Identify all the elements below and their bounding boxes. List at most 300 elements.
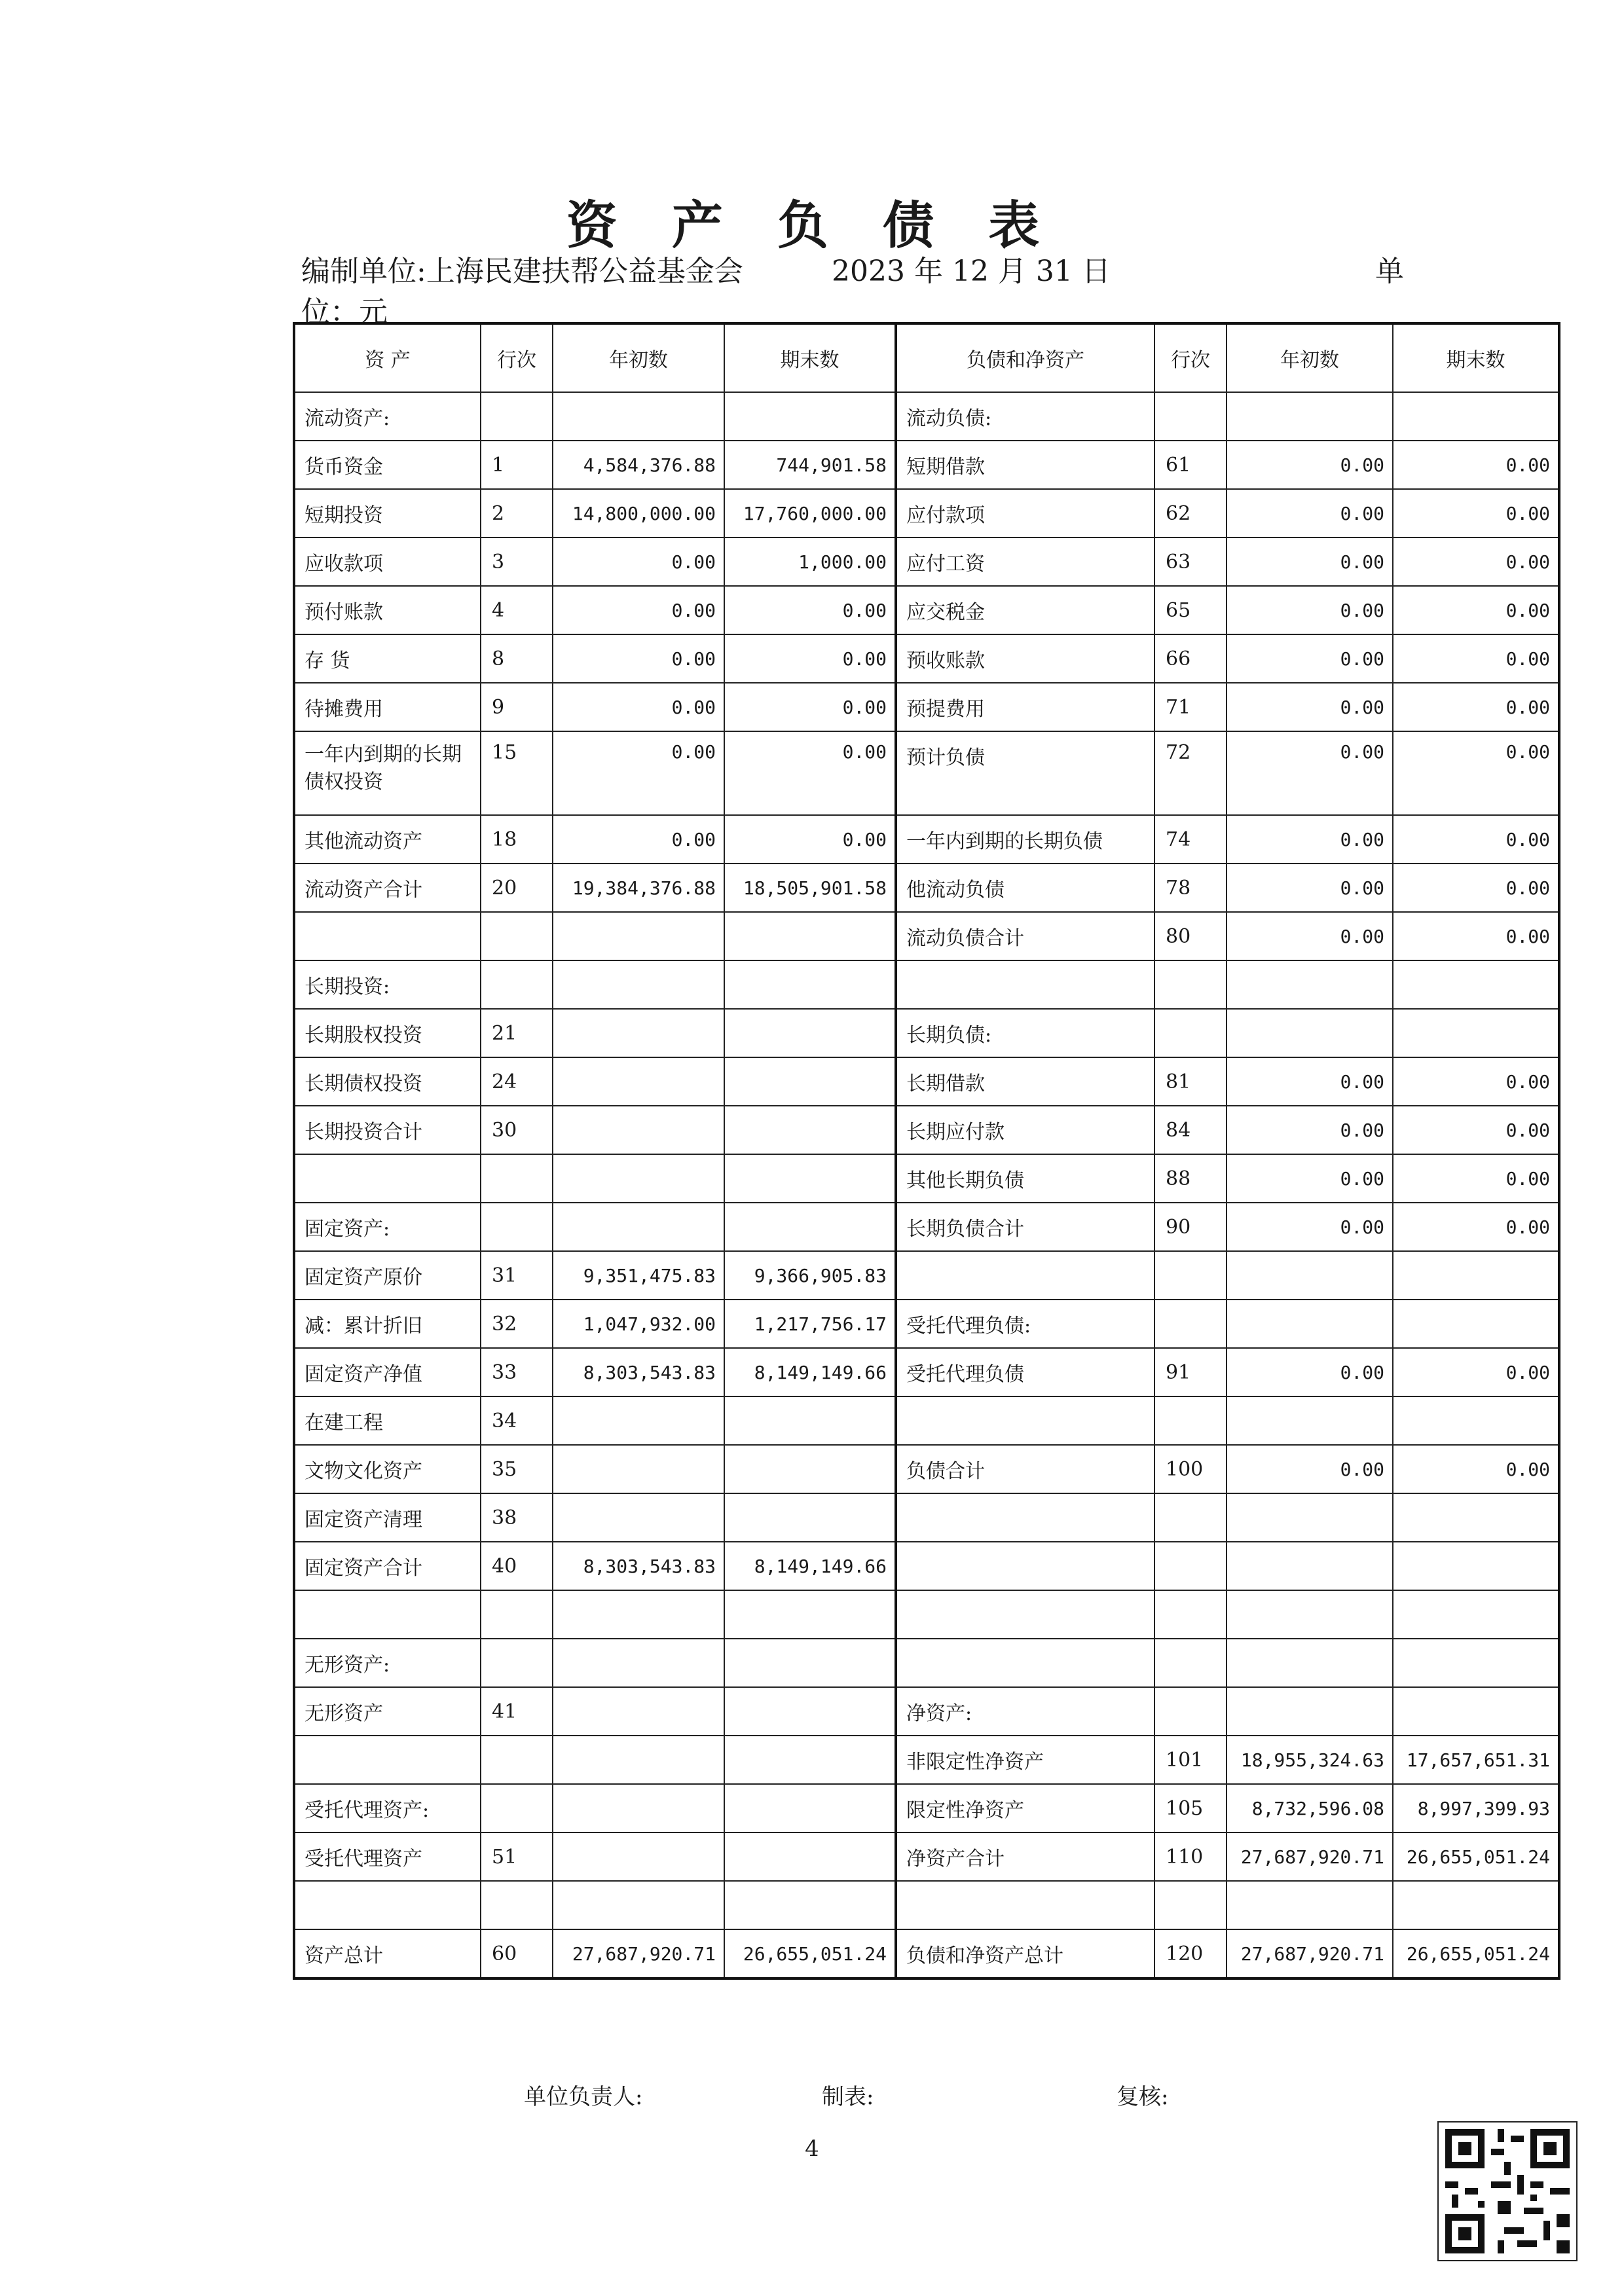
opening-balance	[1227, 1639, 1393, 1687]
closing-balance	[1393, 1639, 1559, 1687]
liability-item: 预计负债	[896, 731, 1154, 815]
line-number	[481, 1154, 553, 1203]
closing-balance	[724, 1009, 896, 1057]
table-row	[294, 731, 1559, 815]
opening-balance	[1227, 1590, 1393, 1639]
opening-balance: 0.00	[1227, 634, 1393, 683]
line-number: 35	[481, 1445, 553, 1493]
asset-item: 固定资产净值	[294, 1348, 481, 1396]
line-number: 62	[1154, 489, 1227, 538]
closing-balance	[1393, 1542, 1559, 1590]
asset-item: 无形资产:	[294, 1639, 481, 1687]
closing-balance: 0.00	[1393, 634, 1559, 683]
opening-balance: 0.00	[553, 815, 724, 864]
table-row	[294, 1251, 1559, 1300]
closing-balance: 1,000.00	[724, 538, 896, 586]
line-number: 84	[1154, 1106, 1227, 1154]
line-number	[1154, 1396, 1227, 1445]
opening-balance: 4,584,376.88	[553, 441, 724, 489]
closing-balance	[1393, 1396, 1559, 1445]
opening-balance: 0.00	[553, 683, 724, 731]
line-number	[1154, 960, 1227, 1009]
table-row	[294, 1929, 1559, 1978]
table-row	[294, 864, 1559, 912]
table-row	[294, 1881, 1559, 1929]
asset-item: 一年内到期的长期债权投资	[294, 731, 481, 815]
table-row	[294, 1300, 1559, 1348]
closing-balance: 0.00	[1393, 1445, 1559, 1493]
opening-balance: 8,732,596.08	[1227, 1784, 1393, 1832]
opening-balance: 0.00	[1227, 731, 1393, 815]
line-number: 72	[1154, 731, 1227, 815]
closing-balance	[1393, 1687, 1559, 1736]
line-number: 33	[481, 1348, 553, 1396]
asset-item	[294, 1736, 481, 1784]
table-row	[294, 538, 1559, 586]
line-number: 38	[481, 1493, 553, 1542]
opening-balance: 8,303,543.83	[553, 1542, 724, 1590]
closing-balance	[724, 1203, 896, 1251]
opening-balance	[1227, 1542, 1393, 1590]
table-row	[294, 1009, 1559, 1057]
closing-balance: 0.00	[724, 815, 896, 864]
line-number	[1154, 1881, 1227, 1929]
liability-item: 短期借款	[896, 441, 1154, 489]
unit-label-part1: 单	[1375, 255, 1404, 288]
closing-balance	[724, 1881, 896, 1929]
line-number: 110	[1154, 1832, 1227, 1881]
asset-item: 长期投资:	[294, 960, 481, 1009]
opening-balance	[553, 1396, 724, 1445]
table-row	[294, 441, 1559, 489]
column-header: 负债和净资产	[896, 323, 1154, 392]
table-row	[294, 960, 1559, 1009]
line-number	[481, 912, 553, 960]
line-number: 4	[481, 586, 553, 634]
line-number: 41	[481, 1687, 553, 1736]
closing-balance: 0.00	[1393, 489, 1559, 538]
asset-item: 受托代理资产	[294, 1832, 481, 1881]
line-number: 105	[1154, 1784, 1227, 1832]
table-row	[294, 1203, 1559, 1251]
opening-balance: 0.00	[553, 586, 724, 634]
asset-item: 流动资产合计	[294, 864, 481, 912]
asset-item	[294, 912, 481, 960]
line-number: 74	[1154, 815, 1227, 864]
liability-item: 非限定性净资产	[896, 1736, 1154, 1784]
closing-balance: 0.00	[1393, 864, 1559, 912]
line-number: 91	[1154, 1348, 1227, 1396]
line-number: 66	[1154, 634, 1227, 683]
line-number: 100	[1154, 1445, 1227, 1493]
closing-balance: 0.00	[1393, 441, 1559, 489]
closing-balance: 8,997,399.93	[1393, 1784, 1559, 1832]
opening-balance	[553, 1445, 724, 1493]
opening-balance	[553, 1154, 724, 1203]
line-number: 32	[481, 1300, 553, 1348]
asset-item: 在建工程	[294, 1396, 481, 1445]
unit-head-label: 单位负责人:	[524, 2084, 643, 2110]
column-header: 行次	[481, 323, 553, 392]
closing-balance: 0.00	[1393, 1106, 1559, 1154]
opening-balance: 0.00	[1227, 1203, 1393, 1251]
line-number	[1154, 1493, 1227, 1542]
column-header: 年初数	[553, 323, 724, 392]
closing-balance	[724, 1396, 896, 1445]
closing-balance: 8,149,149.66	[724, 1542, 896, 1590]
opening-balance: 0.00	[1227, 815, 1393, 864]
liability-item: 净资产:	[896, 1687, 1154, 1736]
line-number	[481, 960, 553, 1009]
column-header: 年初数	[1227, 323, 1393, 392]
line-number: 2	[481, 489, 553, 538]
asset-item	[294, 1590, 481, 1639]
closing-balance	[724, 1784, 896, 1832]
closing-balance	[1393, 1493, 1559, 1542]
opening-balance	[1227, 1687, 1393, 1736]
opening-balance	[553, 1590, 724, 1639]
asset-item: 受托代理资产:	[294, 1784, 481, 1832]
liability-item	[896, 1881, 1154, 1929]
opening-balance: 0.00	[1227, 864, 1393, 912]
closing-balance: 0.00	[1393, 815, 1559, 864]
column-header: 期末数	[1393, 323, 1559, 392]
opening-balance	[1227, 1251, 1393, 1300]
line-number: 21	[481, 1009, 553, 1057]
table-row	[294, 586, 1559, 634]
liability-item: 预收账款	[896, 634, 1154, 683]
opening-balance: 0.00	[1227, 489, 1393, 538]
asset-item: 其他流动资产	[294, 815, 481, 864]
opening-balance	[553, 392, 724, 441]
liability-item: 受托代理负债:	[896, 1300, 1154, 1348]
line-number: 24	[481, 1057, 553, 1106]
opening-balance: 0.00	[553, 634, 724, 683]
asset-item: 长期投资合计	[294, 1106, 481, 1154]
liability-item: 受托代理负债	[896, 1348, 1154, 1396]
line-number	[1154, 1251, 1227, 1300]
table-row	[294, 815, 1559, 864]
line-number: 34	[481, 1396, 553, 1445]
closing-balance	[724, 1154, 896, 1203]
line-number: 1	[481, 441, 553, 489]
liability-item	[896, 1251, 1154, 1300]
table-row	[294, 634, 1559, 683]
liability-item: 他流动负债	[896, 864, 1154, 912]
closing-balance	[1393, 1251, 1559, 1300]
opening-balance	[553, 1687, 724, 1736]
liability-item	[896, 1493, 1154, 1542]
line-number: 78	[1154, 864, 1227, 912]
line-number: 61	[1154, 441, 1227, 489]
table-row	[294, 1639, 1559, 1687]
liability-item: 流动负债:	[896, 392, 1154, 441]
opening-balance	[553, 960, 724, 1009]
opening-balance: 0.00	[1227, 683, 1393, 731]
line-number: 81	[1154, 1057, 1227, 1106]
opening-balance: 0.00	[1227, 538, 1393, 586]
closing-balance	[724, 1736, 896, 1784]
liability-item: 应付工资	[896, 538, 1154, 586]
closing-balance: 26,655,051.24	[724, 1929, 896, 1978]
liability-item	[896, 1396, 1154, 1445]
liability-item: 应交税金	[896, 586, 1154, 634]
line-number: 63	[1154, 538, 1227, 586]
column-header: 行次	[1154, 323, 1227, 392]
table-row	[294, 683, 1559, 731]
line-number: 80	[1154, 912, 1227, 960]
closing-balance: 0.00	[1393, 1348, 1559, 1396]
table-row	[294, 1057, 1559, 1106]
line-number	[481, 1784, 553, 1832]
organization: 编制单位:上海民建扶帮公益基金会	[301, 255, 743, 288]
opening-balance: 0.00	[1227, 1445, 1393, 1493]
line-number	[1154, 1639, 1227, 1687]
table-row	[294, 1348, 1559, 1396]
line-number: 20	[481, 864, 553, 912]
asset-item: 固定资产合计	[294, 1542, 481, 1590]
line-number: 101	[1154, 1736, 1227, 1784]
line-number: 30	[481, 1106, 553, 1154]
opening-balance: 8,303,543.83	[553, 1348, 724, 1396]
asset-item: 流动资产:	[294, 392, 481, 441]
closing-balance: 0.00	[1393, 1203, 1559, 1251]
opening-balance	[1227, 960, 1393, 1009]
liability-item	[896, 960, 1154, 1009]
asset-item: 存 货	[294, 634, 481, 683]
closing-balance: 1,217,756.17	[724, 1300, 896, 1348]
closing-balance	[1393, 1300, 1559, 1348]
line-number: 120	[1154, 1929, 1227, 1978]
column-header: 期末数	[724, 323, 896, 392]
line-number	[481, 1203, 553, 1251]
asset-item	[294, 1154, 481, 1203]
table-row	[294, 392, 1559, 441]
closing-balance: 8,149,149.66	[724, 1348, 896, 1396]
closing-balance: 0.00	[1393, 1154, 1559, 1203]
opening-balance: 27,687,920.71	[553, 1929, 724, 1978]
closing-balance: 0.00	[1393, 538, 1559, 586]
line-number	[1154, 392, 1227, 441]
closing-balance: 744,901.58	[724, 441, 896, 489]
closing-balance	[1393, 1881, 1559, 1929]
closing-balance	[1393, 1590, 1559, 1639]
opening-balance: 1,047,932.00	[553, 1300, 724, 1348]
line-number: 15	[481, 731, 553, 815]
liability-item: 一年内到期的长期负债	[896, 815, 1154, 864]
opening-balance	[1227, 1881, 1393, 1929]
liability-item: 长期应付款	[896, 1106, 1154, 1154]
table-row	[294, 1832, 1559, 1881]
liability-item: 长期负债:	[896, 1009, 1154, 1057]
opening-balance	[1227, 392, 1393, 441]
opening-balance	[553, 1203, 724, 1251]
opening-balance	[553, 1639, 724, 1687]
closing-balance	[1393, 960, 1559, 1009]
asset-item: 长期债权投资	[294, 1057, 481, 1106]
opening-balance	[1227, 1300, 1393, 1348]
asset-item: 减：累计折旧	[294, 1300, 481, 1348]
table-row	[294, 1396, 1559, 1445]
liability-item: 预提费用	[896, 683, 1154, 731]
opening-balance: 0.00	[553, 538, 724, 586]
liability-item: 其他长期负债	[896, 1154, 1154, 1203]
closing-balance	[1393, 392, 1559, 441]
closing-balance	[724, 1687, 896, 1736]
closing-balance: 26,655,051.24	[1393, 1832, 1559, 1881]
column-header: 资 产	[294, 323, 481, 392]
line-number	[1154, 1687, 1227, 1736]
line-number	[1154, 1542, 1227, 1590]
opening-balance	[553, 1784, 724, 1832]
unit-label-part2: 位：元	[301, 295, 388, 329]
opening-balance: 19,384,376.88	[553, 864, 724, 912]
asset-item: 货币资金	[294, 441, 481, 489]
asset-item: 应收款项	[294, 538, 481, 586]
line-number: 90	[1154, 1203, 1227, 1251]
line-number: 31	[481, 1251, 553, 1300]
closing-balance	[724, 1057, 896, 1106]
closing-balance: 0.00	[724, 586, 896, 634]
opening-balance: 9,351,475.83	[553, 1251, 724, 1300]
opening-balance: 0.00	[1227, 1154, 1393, 1203]
table-row	[294, 489, 1559, 538]
liability-item: 长期借款	[896, 1057, 1154, 1106]
closing-balance	[1393, 1009, 1559, 1057]
opening-balance	[553, 1493, 724, 1542]
opening-balance: 0.00	[553, 731, 724, 815]
opening-balance: 27,687,920.71	[1227, 1929, 1393, 1978]
table-row	[294, 1687, 1559, 1736]
table-row	[294, 912, 1559, 960]
asset-item: 资产总计	[294, 1929, 481, 1978]
asset-item: 短期投资	[294, 489, 481, 538]
opening-balance	[553, 912, 724, 960]
line-number	[481, 1590, 553, 1639]
qr-code	[1437, 2121, 1578, 2261]
closing-balance	[724, 1445, 896, 1493]
liability-item: 限定性净资产	[896, 1784, 1154, 1832]
closing-balance: 9,366,905.83	[724, 1251, 896, 1300]
closing-balance: 0.00	[724, 683, 896, 731]
closing-balance: 0.00	[1393, 912, 1559, 960]
closing-balance: 0.00	[1393, 586, 1559, 634]
line-number	[481, 1736, 553, 1784]
opening-balance: 0.00	[1227, 586, 1393, 634]
opening-balance	[553, 1009, 724, 1057]
opening-balance: 0.00	[1227, 1106, 1393, 1154]
line-number: 71	[1154, 683, 1227, 731]
closing-balance	[724, 960, 896, 1009]
opening-balance: 0.00	[1227, 912, 1393, 960]
prepared-by-label: 制表:	[822, 2084, 874, 2110]
liability-item: 负债和净资产总计	[896, 1929, 1154, 1978]
asset-item: 固定资产:	[294, 1203, 481, 1251]
liability-item	[896, 1542, 1154, 1590]
liability-item: 净资产合计	[896, 1832, 1154, 1881]
liability-item	[896, 1590, 1154, 1639]
line-number	[481, 1639, 553, 1687]
asset-item: 待摊费用	[294, 683, 481, 731]
closing-balance: 0.00	[1393, 683, 1559, 731]
table-row	[294, 1542, 1559, 1590]
reviewed-by-label: 复核:	[1116, 2084, 1169, 2110]
liability-item: 长期负债合计	[896, 1203, 1154, 1251]
opening-balance	[1227, 1009, 1393, 1057]
line-number: 40	[481, 1542, 553, 1590]
closing-balance: 0.00	[1393, 1057, 1559, 1106]
line-number	[1154, 1009, 1227, 1057]
closing-balance	[724, 1832, 896, 1881]
closing-balance: 26,655,051.24	[1393, 1929, 1559, 1978]
table-row	[294, 1154, 1559, 1203]
line-number: 3	[481, 538, 553, 586]
asset-item: 固定资产原价	[294, 1251, 481, 1300]
asset-item: 长期股权投资	[294, 1009, 481, 1057]
table-row	[294, 1784, 1559, 1832]
liability-item: 流动负债合计	[896, 912, 1154, 960]
line-number	[1154, 1300, 1227, 1348]
opening-balance: 14,800,000.00	[553, 489, 724, 538]
table-row	[294, 1590, 1559, 1639]
line-number: 65	[1154, 586, 1227, 634]
liability-item	[896, 1639, 1154, 1687]
liability-item: 负债合计	[896, 1445, 1154, 1493]
asset-item: 文物文化资产	[294, 1445, 481, 1493]
line-number: 51	[481, 1832, 553, 1881]
closing-balance	[724, 392, 896, 441]
opening-balance	[553, 1832, 724, 1881]
asset-item: 预付账款	[294, 586, 481, 634]
asset-item	[294, 1881, 481, 1929]
opening-balance	[553, 1736, 724, 1784]
opening-balance: 27,687,920.71	[1227, 1832, 1393, 1881]
opening-balance: 18,955,324.63	[1227, 1736, 1393, 1784]
page-number: 4	[805, 2136, 819, 2162]
line-number: 8	[481, 634, 553, 683]
asset-item: 固定资产清理	[294, 1493, 481, 1542]
closing-balance	[724, 1106, 896, 1154]
line-number: 88	[1154, 1154, 1227, 1203]
closing-balance: 17,760,000.00	[724, 489, 896, 538]
table-row	[294, 1445, 1559, 1493]
closing-balance	[724, 1590, 896, 1639]
report-date: 2023 年 12 月 31 日	[832, 255, 1111, 288]
line-number: 60	[481, 1929, 553, 1978]
line-number	[481, 392, 553, 441]
table-row	[294, 1736, 1559, 1784]
closing-balance	[724, 1639, 896, 1687]
opening-balance: 0.00	[1227, 1348, 1393, 1396]
line-number: 18	[481, 815, 553, 864]
line-number	[481, 1881, 553, 1929]
closing-balance: 0.00	[724, 634, 896, 683]
closing-balance	[724, 912, 896, 960]
document-title: 资 产 负 债 表	[566, 196, 1058, 255]
opening-balance: 0.00	[1227, 1057, 1393, 1106]
balance-sheet-table	[293, 322, 1560, 1980]
line-number: 9	[481, 683, 553, 731]
closing-balance: 17,657,651.31	[1393, 1736, 1559, 1784]
line-number	[1154, 1590, 1227, 1639]
opening-balance	[1227, 1396, 1393, 1445]
table-row	[294, 1106, 1559, 1154]
opening-balance	[553, 1057, 724, 1106]
opening-balance	[553, 1881, 724, 1929]
closing-balance: 0.00	[724, 731, 896, 815]
opening-balance	[553, 1106, 724, 1154]
liability-item: 应付款项	[896, 489, 1154, 538]
